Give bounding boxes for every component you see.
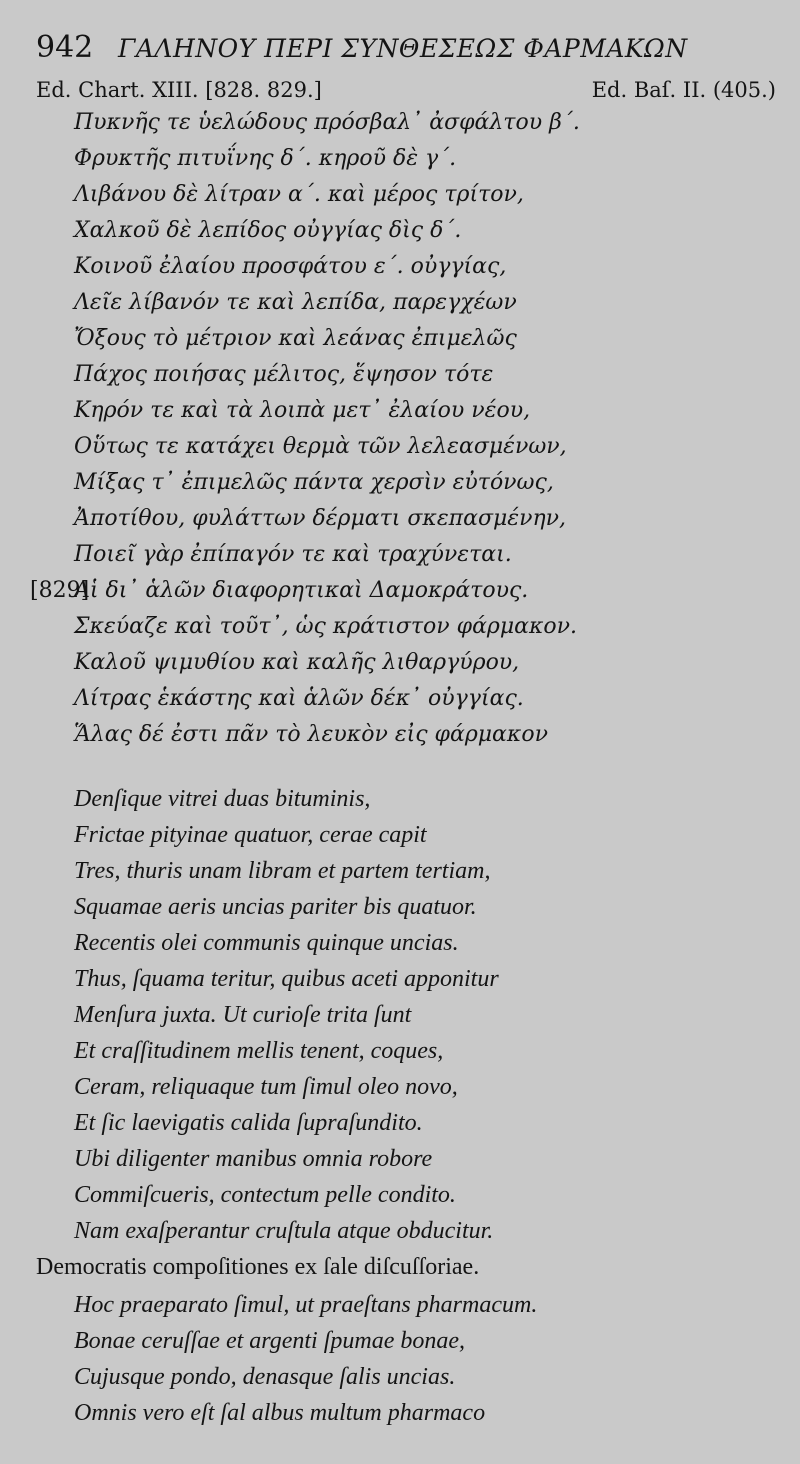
latin-line: Ceram, reliquaque tum ſimul oleo novo, xyxy=(74,1074,458,1100)
page-number: 942 xyxy=(36,30,94,65)
latin-line: Frictae pityinae quatuor, cerae capit xyxy=(74,822,427,848)
latin-line: Commiſcueris, contectum pelle condito. xyxy=(74,1182,456,1208)
latin-line: Et ſic laevigatis calida ſupraſundito. xyxy=(74,1110,423,1136)
greek-line: Σκεύαζε καὶ τοῦτ᾽, ὡς κράτιστον φάρμακον. xyxy=(74,614,578,639)
latin-line: Omnis vero eſt ſal albus multum pharmaco xyxy=(74,1400,486,1426)
running-head xyxy=(36,30,780,70)
latin-line: Thus, ſquama teritur, quibus aceti apponitur xyxy=(74,966,499,992)
greek-line: Ἀποτίθου, φυλάττων δέρματι σκεπασμένην, xyxy=(74,506,567,531)
latin-line: Ubi diligenter manibus omnia robore xyxy=(74,1146,433,1172)
edition-line xyxy=(36,78,776,106)
greek-line: Καλοῦ ψιμυθίου καὶ καλῆς λιθαργύρου, xyxy=(74,650,520,675)
greek-line: Πυκνῆς τε ὑελώδους πρόσβαλ᾽ ἀσφάλτου β΄. xyxy=(74,110,580,135)
greek-line: Ποιεῖ γὰρ ἐπίπαγόν τε καὶ τραχύνεται. xyxy=(74,542,512,567)
greek-line: Χαλκοῦ δὲ λεπίδος οὐγγίας δὶς δ΄. xyxy=(74,218,462,243)
latin-line: Et craſſitudinem mellis tenent, coques, xyxy=(74,1038,444,1064)
latin-line: Squamae aeris uncias pariter bis quatuor. xyxy=(74,894,477,920)
latin-line: Hoc praeparato ſimul, ut praeſtans pharmacum. xyxy=(74,1292,538,1318)
latin-line: Tres, thuris unam libram et partem tertiam, xyxy=(74,858,491,884)
latin-line: Cujusque pondo, denasque ſalis uncias. xyxy=(74,1364,456,1390)
greek-line: Κηρόν τε καὶ τὰ λοιπὰ μετ᾽ ἐλαίου νέου, xyxy=(74,398,531,423)
greek-line: Ὄξους τὸ μέτριον καὶ λεάνας ἐπιμελῶς xyxy=(74,326,517,351)
latin-line: Bonae ceruſſae et argenti ſpumae bonae, xyxy=(74,1328,466,1354)
latin-section-heading: Democratis compoſitiones ex ſale diſcuſſoriae. xyxy=(36,1254,480,1280)
running-title: ΓΑΛΗΝΟΥ ΠΕΡΙ ΣΥΝΘΕΣΕΩΣ ΦΑΡΜΑΚΩΝ xyxy=(118,34,688,63)
greek-line: Λίτρας ἑκάστης καὶ ἁλῶν δέκ᾽ οὐγγίας. xyxy=(74,686,524,711)
greek-line: Φρυκτῆς πιτυΐνης δ΄. κηροῦ δὲ γ΄. xyxy=(74,146,457,171)
greek-line-text: Αἱ δι᾽ ἁλῶν διαφορητικαὶ Δαμοκράτους. xyxy=(74,578,529,603)
latin-line: Nam exaſperantur cruſtula atque obducitur. xyxy=(74,1218,494,1244)
page-marker: [829] xyxy=(30,578,90,603)
greek-line: Λιβάνου δὲ λίτραν α΄. καὶ μέρος τρίτον, xyxy=(74,182,524,207)
greek-line: Μίξας τ᾽ ἐπιμελῶς πάντα χερσὶν εὐτόνως, xyxy=(74,470,554,495)
latin-line: Denſique vitrei duas bituminis, xyxy=(74,786,371,812)
greek-line: Λεῖε λίβανόν τε καὶ λεπίδα, παρεγχέων xyxy=(74,290,517,315)
edition-chartier: Ed. Chart. XIII. [828. 829.] xyxy=(36,78,322,102)
greek-line: Οὕτως τε κατάχει θερμὰ τῶν λελεασμένων, xyxy=(74,434,567,459)
edition-basel: Ed. Baſ. II. (405.) xyxy=(591,78,776,102)
latin-line: Menſura juxta. Ut curioſe trita ſunt xyxy=(74,1002,412,1028)
greek-section-line xyxy=(30,578,780,614)
latin-line: Recentis olei communis quinque uncias. xyxy=(74,930,459,956)
greek-line: Κοινοῦ ἐλαίου προσφάτου ε΄. οὐγγίας, xyxy=(74,254,507,279)
greek-line: Ἅλας δέ ἐστι πᾶν τὸ λευκὸν εἰς φάρμακον xyxy=(74,722,548,747)
greek-line: Πάχος ποιήσας μέλιτος, ἕψησον τότε xyxy=(74,362,494,387)
